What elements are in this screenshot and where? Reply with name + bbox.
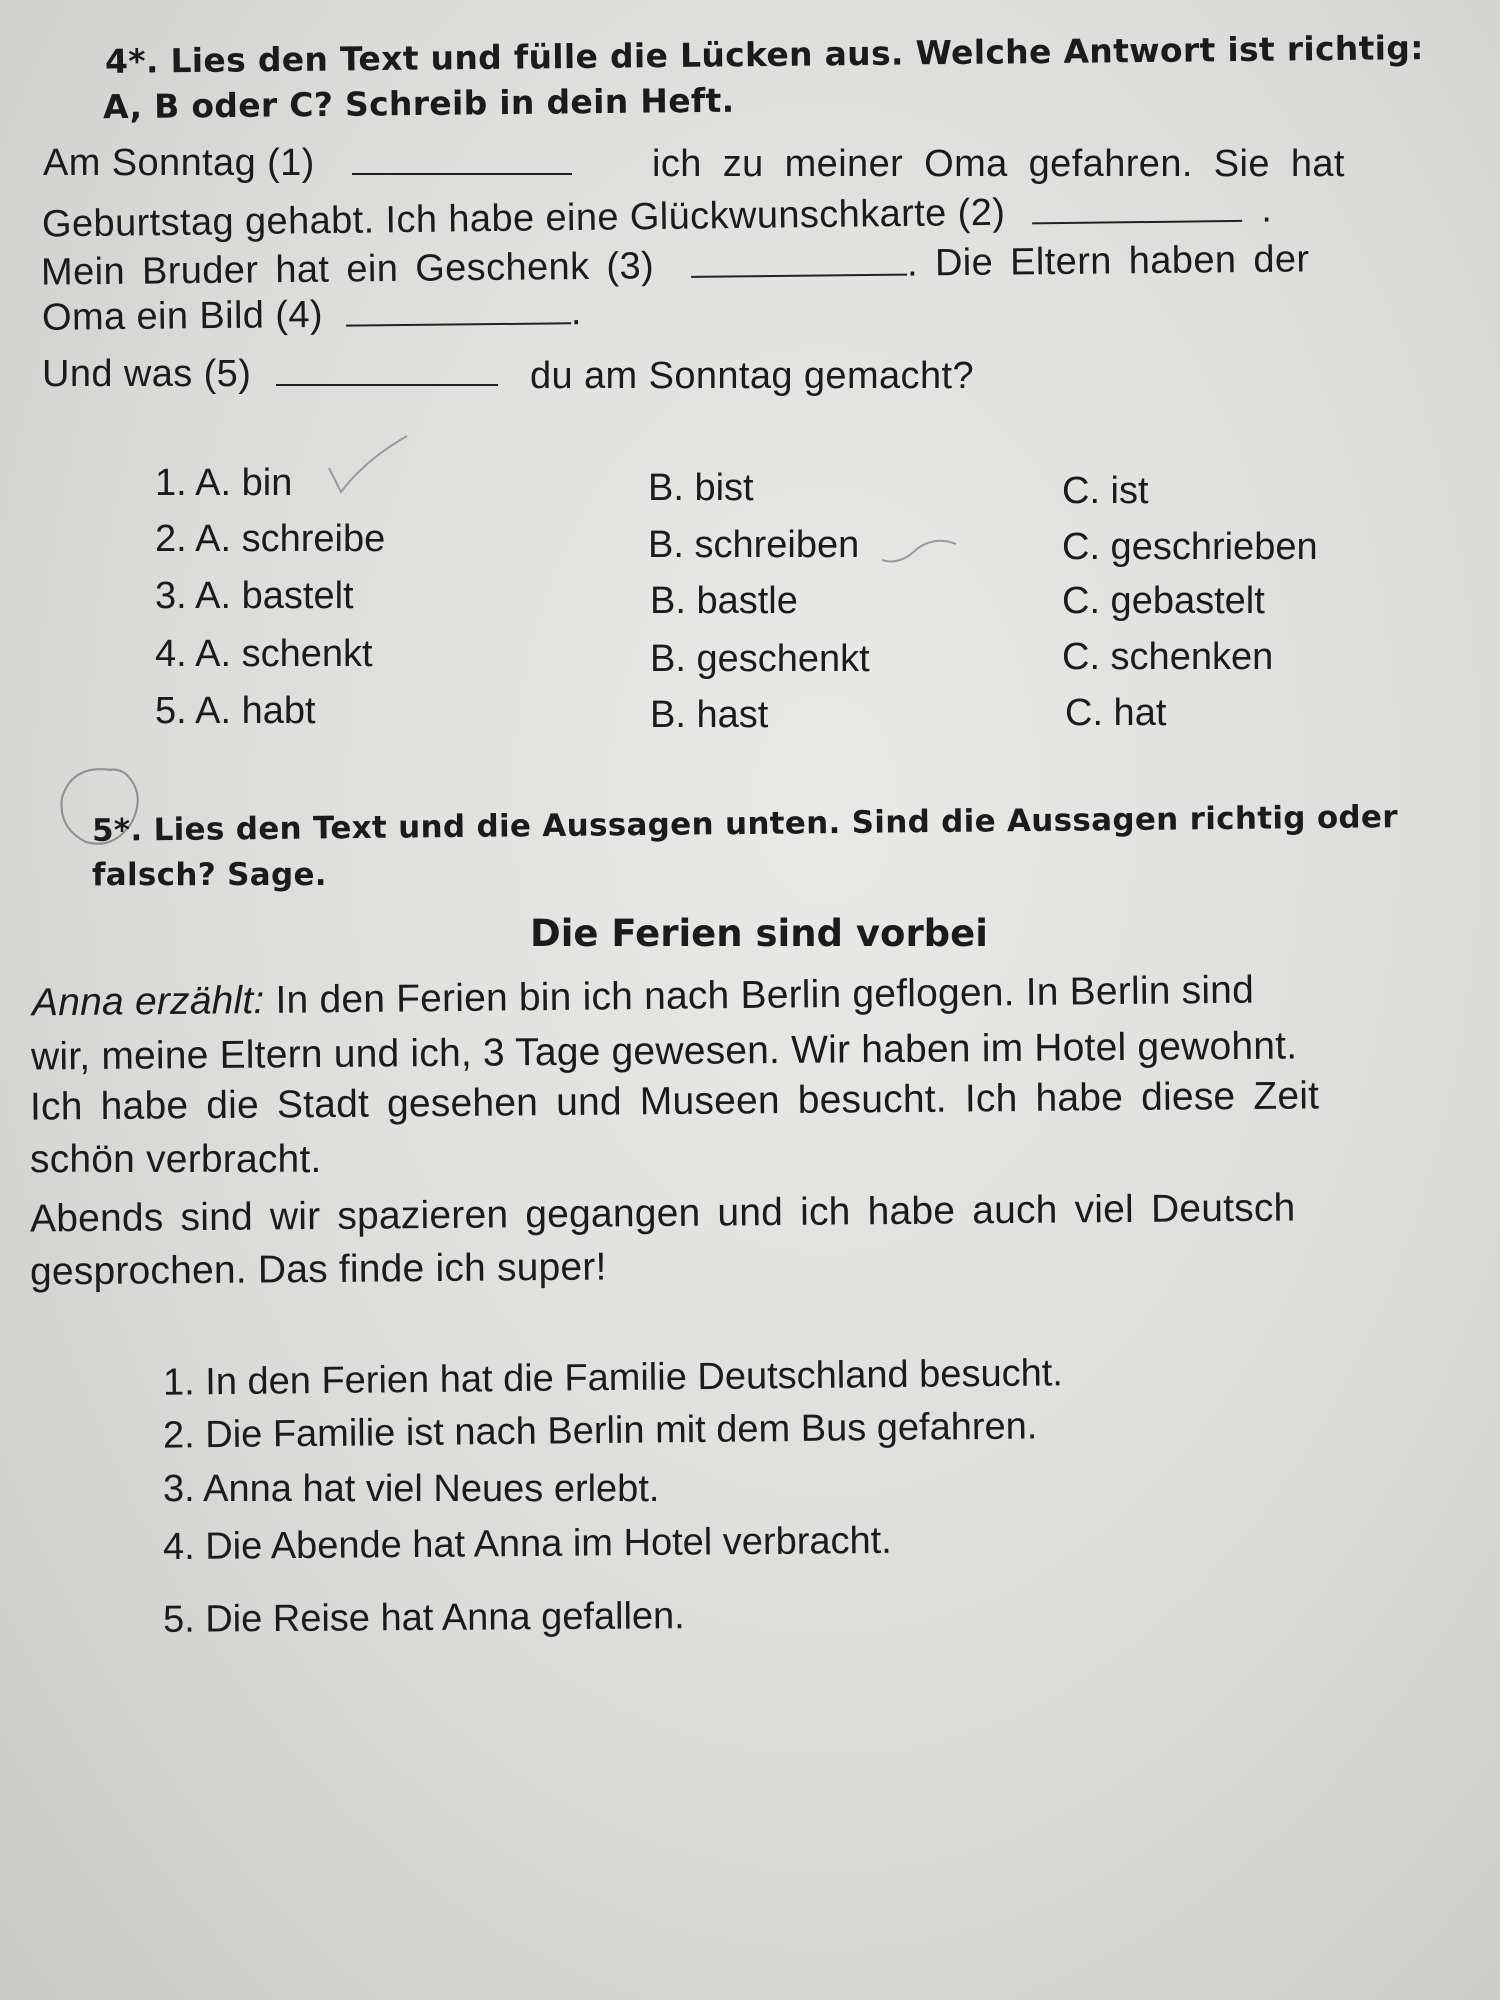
statement-4: 4. Die Abende hat Anna im Hotel verbracht. <box>162 1519 892 1569</box>
story-line1 <box>32 969 1254 1026</box>
task4-instruction-line1 <box>105 28 1424 81</box>
option-5a: 5. A. habt <box>155 690 316 732</box>
task5-instruction-text: Lies den Text und die Aussagen unten. Sind die Aussagen richtig oder <box>153 799 1399 849</box>
gap-blank-3 <box>691 244 907 278</box>
gap-blank-5 <box>276 354 498 386</box>
gap-text-part: Oma ein Bild (4) <box>41 293 324 339</box>
gap-text-line1 <box>43 142 572 185</box>
option-4a: 4. A. schenkt <box>155 633 373 675</box>
option-2b: B. schreiben <box>648 524 860 566</box>
option-5b: B. hast <box>650 694 769 736</box>
gap-text-part: . Die Eltern haben der <box>906 238 1310 285</box>
gap-text-line3 <box>41 238 1310 294</box>
gap-text-line4 <box>42 291 582 340</box>
option-1a: 1. A. bin <box>155 462 293 504</box>
option-3a: 3. A. bastelt <box>155 575 354 617</box>
gap-text-line2 <box>42 188 1273 246</box>
story-line3: Ich habe die Stadt gesehen und Museen besucht. Ich habe diese Zeit <box>29 1074 1320 1129</box>
pencil-checkmark-icon <box>325 430 415 500</box>
option-3b: B. bastle <box>650 580 798 622</box>
gap-blank-4 <box>346 292 571 326</box>
option-1b: B. bist <box>648 467 754 509</box>
task5-instruction-line2: falsch? Sage. <box>92 857 327 893</box>
option-1c: C. ist <box>1062 470 1149 512</box>
pencil-tick-icon <box>880 530 960 570</box>
gap-text-line5-end: du am Sonntag gemacht? <box>530 355 974 397</box>
option-2c: C. geschrieben <box>1062 526 1318 568</box>
statement-5: 5. Die Reise hat Anna gefallen. <box>162 1595 685 1641</box>
gap-text-line5 <box>42 353 498 396</box>
task5-instruction-line1 <box>92 799 1398 849</box>
statement-1: 1. In den Ferien hat die Familie Deutschland besucht. <box>162 1352 1064 1404</box>
gap-text-line1-end: ich zu meiner Oma gefahren. Sie hat <box>652 143 1345 185</box>
statement-3: 3. Anna hat viel Neues erlebt. <box>163 1468 660 1510</box>
gap-blank-1 <box>352 143 572 175</box>
story-line6: gesprochen. Das finde ich super! <box>29 1245 607 1294</box>
story-line-text: In den Ferien bin ich nach Berlin geflogen. In Berlin sind <box>275 968 1255 1022</box>
story-line5: Abends sind wir spazieren gegangen und ich habe auch viel Deutsch <box>29 1186 1296 1241</box>
story-intro: Anna erzählt: <box>31 978 265 1025</box>
option-4c: C. schenken <box>1062 636 1274 678</box>
story-title: Die Ferien sind vorbei <box>530 912 988 955</box>
gap-text-part: . <box>570 291 583 334</box>
option-4b: B. geschenkt <box>650 638 870 680</box>
gap-text-part: . <box>1260 188 1273 231</box>
option-5c: C. hat <box>1065 692 1167 734</box>
statement-2: 2. Die Familie ist nach Berlin mit dem Bus gefahren. <box>162 1405 1038 1457</box>
story-line4: schön verbracht. <box>30 1138 322 1181</box>
gap-text-part: Am Sonntag (1) <box>43 142 315 184</box>
option-3c: C. gebastelt <box>1062 580 1265 622</box>
gap-text-part: Mein Bruder hat ein Geschenk (3) <box>40 245 655 294</box>
task4-instruction-text: Lies den Text und fülle die Lücken aus. Welche Antwort ist richtig: <box>170 28 1424 81</box>
gap-text-part: Und was (5) <box>42 353 252 395</box>
story-line2: wir, meine Eltern und ich, 3 Tage gewesen. Wir haben im Hotel gewohnt. <box>30 1024 1298 1079</box>
option-2a: 2. A. schreibe <box>155 518 386 560</box>
gap-blank-2 <box>1032 190 1242 225</box>
task4-number: 4*. <box>104 41 159 81</box>
task5-number: 5*. <box>91 812 143 849</box>
task4-instruction-line2: A, B oder C? Schreib in dein Heft. <box>102 80 735 127</box>
gap-text-part: Geburtstag gehabt. Ich habe eine Glückwunschkarte (2) <box>41 191 1006 246</box>
